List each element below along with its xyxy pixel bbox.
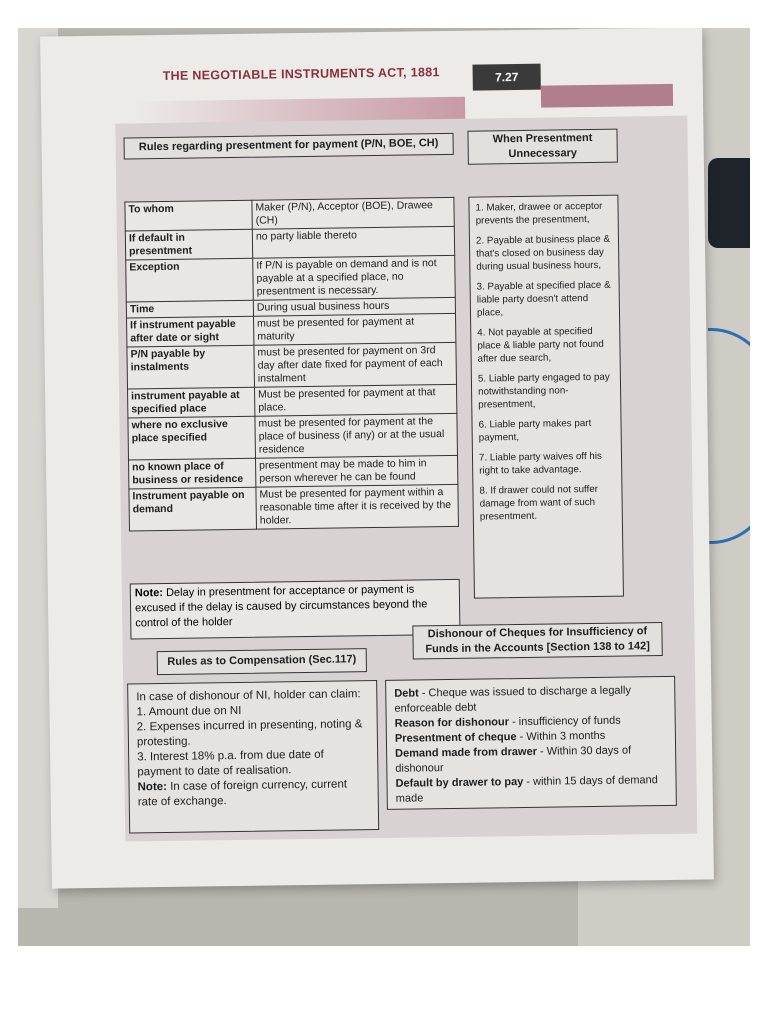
row-value: Must be presented for payment within a reasonable time after it is received by the holder. xyxy=(256,484,459,529)
table-row xyxy=(127,313,456,347)
compensation-note-label: Note: xyxy=(137,780,168,794)
row-key: If instrument payable after date or sight xyxy=(127,316,254,347)
compensation-box xyxy=(127,680,379,833)
row-key: Time xyxy=(126,300,253,318)
row-key: no known place of business or residence xyxy=(129,458,256,489)
table-row xyxy=(127,342,457,389)
row-value: If P/N is payable on demand and is not payable at a specified place, no presentment is necessary. xyxy=(253,255,456,300)
row-key: instrument payable at specified place xyxy=(128,387,255,418)
row-key: Exception xyxy=(126,258,254,302)
presentment-note xyxy=(130,579,461,640)
list-item: 6. Liable party makes part payment, xyxy=(478,418,592,444)
dishonour-title: Dishonour of Cheques for Insufficiency of Funds in the Accounts [Section 138 to 142] xyxy=(412,622,662,659)
row-value: Must be presented for payment at that place. xyxy=(254,384,456,416)
row-key: where no exclusive place specified xyxy=(128,416,256,460)
unnecessary-list xyxy=(468,195,624,599)
row-value: presentment may be made to him in person wherever he can be found xyxy=(255,455,457,487)
dishonour-text: - Within 3 months xyxy=(516,729,606,744)
blue-cable xyxy=(708,328,750,544)
table-row xyxy=(129,484,459,531)
list-item: 2. Payable at business place & that's closed on business day during usual business hours, xyxy=(475,233,611,273)
row-key: If default in presentment xyxy=(125,229,252,260)
row-value: Maker (P/N), Acceptor (BOE), Drawee (CH) xyxy=(252,197,454,229)
dark-object xyxy=(708,158,750,248)
row-value: must be presented for payment on 3rd day after date fixed for payment of each instalment xyxy=(254,342,457,387)
dishonour-label: Reason for dishonour xyxy=(394,716,510,730)
list-item: 3. Interest 18% p.a. from due date of payment to date of realisation. xyxy=(137,748,324,779)
note-text: Delay in presentment for acceptance or payment is excused if the delay is caused by circumstances beyond the control of the holder xyxy=(134,583,428,630)
row-value: no party liable thereto xyxy=(252,226,454,258)
note-label: Note: xyxy=(134,587,164,600)
presentment-table xyxy=(124,197,459,532)
compensation-title: Rules as to Compensation (Sec.117) xyxy=(157,648,367,675)
page-number: 7.27 xyxy=(473,64,541,91)
table-row xyxy=(125,197,454,231)
list-item: 1. Amount due on NI xyxy=(136,704,242,719)
list-item: 4. Not payable at specified place & liable party not found after due search, xyxy=(477,325,604,365)
dishonour-row xyxy=(395,743,667,777)
photo-background xyxy=(18,28,750,946)
content-panel xyxy=(115,116,697,842)
row-key: Instrument payable on demand xyxy=(129,487,257,531)
dishonour-label: Demand made from drawer xyxy=(395,745,538,760)
list-item: 8. If drawer could not suffer damage from want of such presentment. xyxy=(479,483,599,523)
header-band-right xyxy=(541,84,673,108)
dishonour-label: Default by drawer to pay xyxy=(395,775,524,790)
row-value: must be presented for payment at maturity xyxy=(254,313,456,345)
book-page xyxy=(40,28,714,889)
row-key: P/N payable by instalments xyxy=(127,345,255,389)
dishonour-label: Debt xyxy=(394,687,419,700)
list-item: 7. Liable party waives off his right to take advantage. xyxy=(478,450,602,477)
dishonour-text: - Within 30 days of dishonour xyxy=(395,744,632,775)
dishonour-text: - insufficiency of funds xyxy=(508,714,621,729)
row-value: must be presented for payment at the place of business (if any) or at the usual residence xyxy=(255,413,458,458)
unnecessary-title: When Presentment Unnecessary xyxy=(467,129,617,165)
list-item: 3. Payable at specified place & liable party doesn't attend place, xyxy=(476,279,611,319)
dishonour-box xyxy=(385,676,677,810)
dishonour-row xyxy=(394,683,666,717)
dishonour-label: Presentment of cheque xyxy=(394,731,517,745)
list-item: 5. Liable party engaged to pay notwithstanding non-presentment, xyxy=(477,371,610,411)
table-row xyxy=(128,384,457,418)
dishonour-text: - within 15 days of demand made xyxy=(395,774,658,805)
compensation-intro: In case of dishonour of NI, holder can claim: xyxy=(136,688,361,704)
presentment-title: Rules regarding presentment for payment (P/N, BOE, CH) xyxy=(124,133,454,160)
book-title: THE NEGOTIABLE INSTRUMENTS ACT, 1881 xyxy=(162,65,440,83)
row-value: During usual business hours xyxy=(253,297,455,316)
compensation-note-text: In case of foreign currency, current rate of exchange. xyxy=(137,778,348,809)
table-row xyxy=(129,455,458,489)
list-item: 1. Maker, drawee or acceptor prevents the presentment, xyxy=(475,200,603,227)
row-key: To whom xyxy=(125,200,252,231)
dishonour-row xyxy=(395,773,667,807)
dishonour-text: - Cheque was issued to discharge a legally enforceable debt xyxy=(394,684,631,715)
list-item: 2. Expenses incurred in presenting, noting & protesting. xyxy=(136,718,363,749)
table-row xyxy=(128,413,458,460)
table-row xyxy=(126,255,456,302)
table-row xyxy=(125,226,454,260)
